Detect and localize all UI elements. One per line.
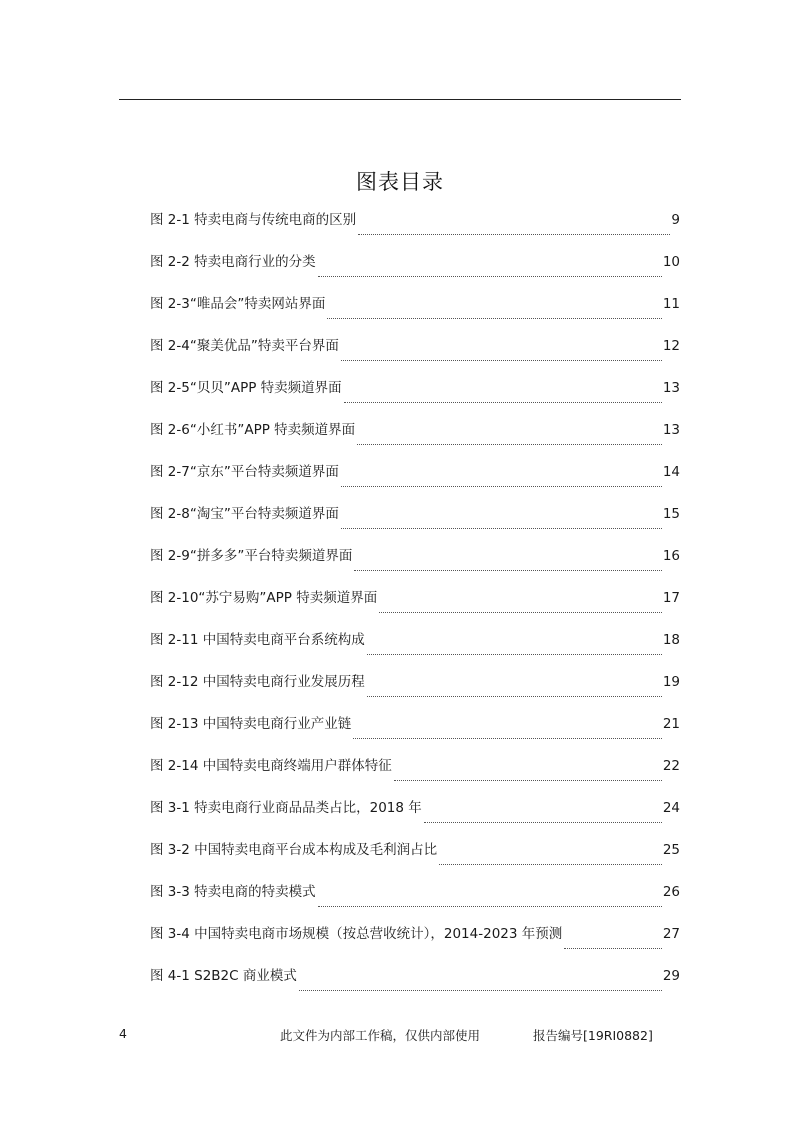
toc-entry-label: 图 2-9“拼多多”平台特卖频道界面 <box>150 548 353 564</box>
toc-entry[interactable] <box>150 628 680 670</box>
toc-entry[interactable] <box>150 376 680 418</box>
toc-entry[interactable] <box>150 712 680 754</box>
toc-entry-label: 图 2-8“淘宝”平台特卖频道界面 <box>150 506 339 522</box>
toc-entry[interactable] <box>150 880 680 922</box>
dot-leader <box>354 570 661 571</box>
toc-entry[interactable] <box>150 418 680 460</box>
dot-leader <box>341 486 662 487</box>
toc-entry-page: 29 <box>662 968 680 984</box>
dot-leader <box>318 906 662 907</box>
toc-entry[interactable] <box>150 670 680 712</box>
toc-entry-label: 图 2-1 特卖电商与传统电商的区别 <box>150 212 357 228</box>
footer-confidential-note: 此文件为内部工作稿，仅供内部使用 <box>280 1028 481 1043</box>
page-title: 图表目录 <box>356 170 444 194</box>
toc-entry[interactable] <box>150 838 680 880</box>
toc-entry[interactable] <box>150 586 680 628</box>
dot-leader <box>341 528 662 529</box>
toc-entry-page: 24 <box>662 800 680 816</box>
dot-leader <box>424 822 662 823</box>
toc-entry[interactable] <box>150 292 680 334</box>
toc-entry-label: 图 3-4 中国特卖电商市场规模（按总营收统计），2014-2023 年预测 <box>150 926 563 942</box>
toc-entry-page: 27 <box>662 926 680 942</box>
toc-entry-page: 15 <box>662 506 680 522</box>
toc-entry-label: 图 2-14 中国特卖电商终端用户群体特征 <box>150 758 392 774</box>
toc-entry-label: 图 2-13 中国特卖电商行业产业链 <box>150 716 352 732</box>
toc-entry-page: 17 <box>662 590 680 606</box>
toc-entry[interactable] <box>150 208 680 250</box>
toc-entry-label: 图 2-6“小红书”APP 特卖频道界面 <box>150 422 356 438</box>
toc-entry-page: 22 <box>662 758 680 774</box>
dot-leader <box>439 864 662 865</box>
toc-entry-label: 图 3-3 特卖电商的特卖模式 <box>150 884 316 900</box>
toc-entry-page: 11 <box>662 296 680 312</box>
toc-entry[interactable] <box>150 754 680 796</box>
dot-leader <box>367 654 662 655</box>
toc-entry-label: 图 4-1 S2B2C 商业模式 <box>150 968 297 984</box>
dot-leader <box>357 444 662 445</box>
toc-entry-page: 13 <box>662 422 680 438</box>
dot-leader <box>318 276 662 277</box>
toc-entry-label: 图 2-12 中国特卖电商行业发展历程 <box>150 674 365 690</box>
toc-entry-label: 图 3-2 中国特卖电商平台成本构成及毛利润占比 <box>150 842 438 858</box>
toc-entry-page: 10 <box>662 254 680 270</box>
dot-leader <box>379 612 662 613</box>
dot-leader <box>394 780 662 781</box>
toc-entry[interactable] <box>150 544 680 586</box>
toc-list <box>150 208 680 1006</box>
toc-entry-label: 图 2-10“苏宁易购”APP 特卖频道界面 <box>150 590 378 606</box>
dot-leader <box>299 990 662 991</box>
toc-entry[interactable] <box>150 334 680 376</box>
toc-entry-label: 图 2-2 特卖电商行业的分类 <box>150 254 316 270</box>
toc-entry-page: 9 <box>671 212 680 228</box>
dot-leader <box>344 402 662 403</box>
toc-entry-page: 13 <box>662 380 680 396</box>
toc-entry-page: 25 <box>662 842 680 858</box>
dot-leader <box>353 738 662 739</box>
toc-entry[interactable] <box>150 250 680 292</box>
toc-entry[interactable] <box>150 922 680 964</box>
toc-entry[interactable] <box>150 460 680 502</box>
toc-entry-page: 14 <box>662 464 680 480</box>
dot-leader <box>564 948 662 949</box>
toc-entry-label: 图 2-3“唯品会”特卖网站界面 <box>150 296 326 312</box>
footer-report-code: 报告编号[19RI0882] <box>533 1028 653 1043</box>
dot-leader <box>367 696 662 697</box>
toc-entry-page: 19 <box>662 674 680 690</box>
toc-entry-label: 图 2-7“京东”平台特卖频道界面 <box>150 464 339 480</box>
toc-entry-label: 图 2-4“聚美优品”特卖平台界面 <box>150 338 339 354</box>
toc-entry[interactable] <box>150 964 680 1006</box>
toc-entry-page: 18 <box>662 632 680 648</box>
toc-entry-page: 21 <box>662 716 680 732</box>
dot-leader <box>341 360 662 361</box>
toc-entry-page: 16 <box>662 548 680 564</box>
toc-entry[interactable] <box>150 502 680 544</box>
dot-leader <box>327 318 661 319</box>
footer-page-number: 4 <box>119 1026 127 1041</box>
dot-leader <box>358 234 670 235</box>
toc-entry-label: 图 2-5“贝贝”APP 特卖频道界面 <box>150 380 342 396</box>
header-rule <box>119 99 681 100</box>
toc-entry-label: 图 2-11 中国特卖电商平台系统构成 <box>150 632 365 648</box>
toc-entry[interactable] <box>150 796 680 838</box>
toc-entry-page: 26 <box>662 884 680 900</box>
toc-entry-label: 图 3-1 特卖电商行业商品品类占比，2018 年 <box>150 800 422 816</box>
toc-entry-page: 12 <box>662 338 680 354</box>
